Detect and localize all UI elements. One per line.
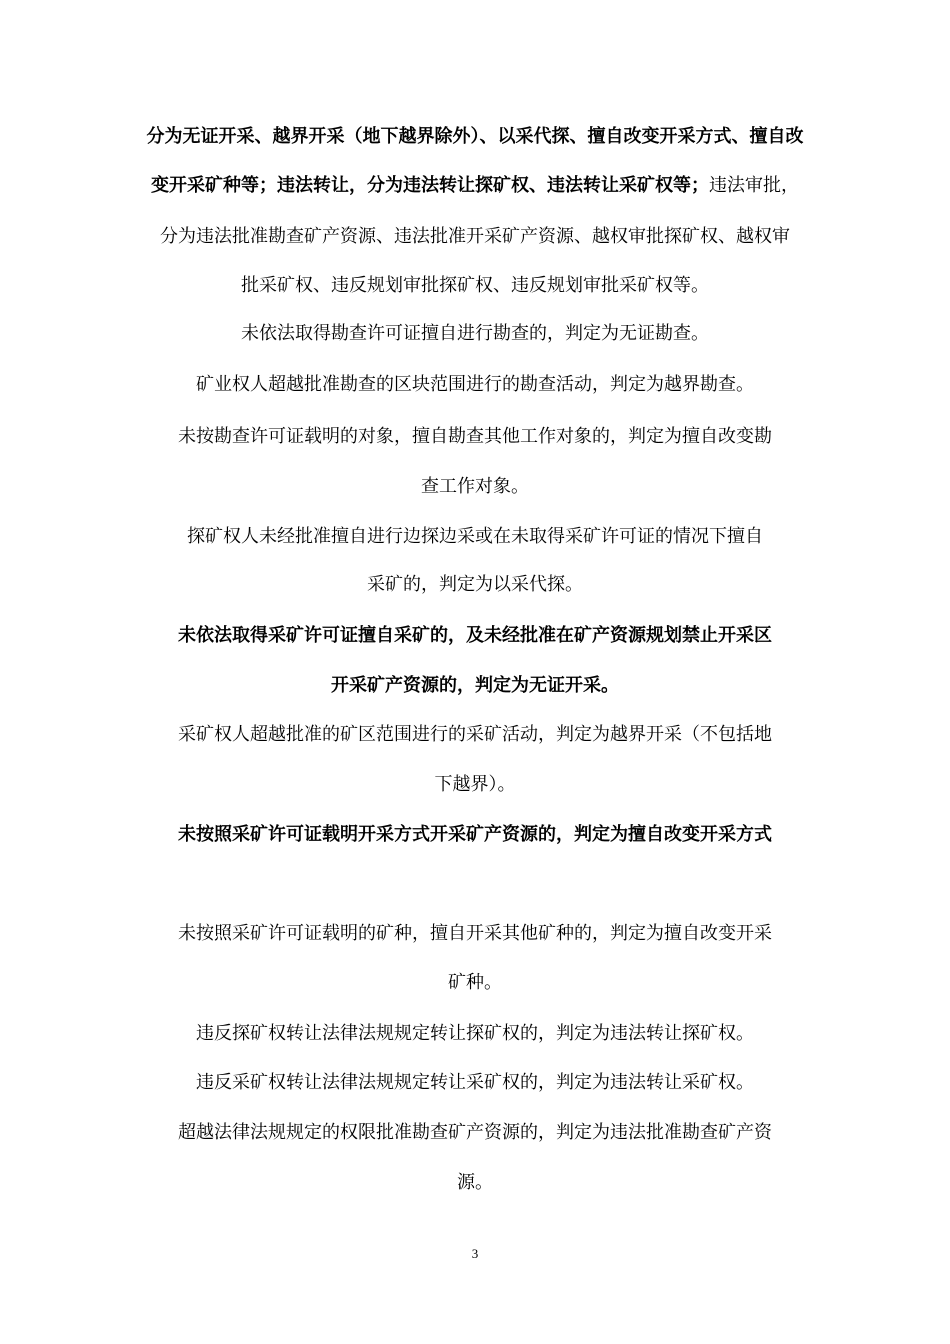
- text-line-17: 矿种。: [448, 972, 502, 993]
- text-line-20: 超越法律法规规定的权限批准勘查矿产资源的，判定为违法批准勘查矿产资: [178, 1122, 772, 1143]
- text-line-4: 批采矿权、违反规划审批探矿权、违反规划审批采矿权等。: [241, 275, 709, 296]
- text-line-5: 未依法取得勘查许可证擅自进行勘查的，判定为无证勘查。: [241, 323, 709, 344]
- text-line-14: 下越界）。: [434, 774, 516, 795]
- text-line-2-normal: 违法审批，: [709, 175, 799, 196]
- text-line-6: 矿业权人超越批准勘查的区块范围进行的勘查活动，判定为越界勘查。: [196, 374, 754, 395]
- text-line-21: 源。: [457, 1172, 493, 1193]
- text-line-2: [0, 173, 950, 199]
- text-line-3: 分为违法批准勘查矿产资源、违法批准开采矿产资源、越权审批探矿权、越权审: [160, 226, 790, 247]
- text-line-18: 违反探矿权转让法律法规规定转让探矿权的，判定为违法转让探矿权。: [196, 1023, 754, 1044]
- text-line-16: 未按照采矿许可证载明的矿种，擅自开采其他矿种的，判定为擅自改变开采: [178, 923, 772, 944]
- text-line-19: 违反采矿权转让法律法规规定转让采矿权的，判定为违法转让采矿权。: [196, 1072, 754, 1093]
- page-number: 3: [471, 1246, 479, 1261]
- text-line-8: 查工作对象。: [421, 476, 529, 497]
- text-line-10: 采矿的，判定为以采代探。: [367, 574, 583, 595]
- text-line-7: 未按勘查许可证载明的对象，擅自勘查其他工作对象的，判定为擅自改变勘: [178, 426, 772, 447]
- text-line-11: 未依法取得采矿许可证擅自采矿的，及未经批准在矿产资源规划禁止开采区: [178, 625, 772, 646]
- text-line-2-bold: 变开采矿种等；违法转让，分为违法转让探矿权、违法转让采矿权等；: [151, 175, 709, 196]
- text-line-13: 采矿权人超越批准的矿区范围进行的采矿活动，判定为越界开采（不包括地: [178, 724, 772, 745]
- text-line-12: 开采矿产资源的，判定为无证开采。: [331, 675, 619, 696]
- text-line-9: 探矿权人未经批准擅自进行边探边采或在未取得采矿许可证的情况下擅自: [187, 526, 763, 547]
- text-line-1: 分为无证开采、越界开采（地下越界除外）、以采代探、擅自改变开采方式、擅自改: [146, 126, 804, 147]
- text-line-15: 未按照采矿许可证载明开采方式开采矿产资源的，判定为擅自改变开采方式: [178, 824, 772, 845]
